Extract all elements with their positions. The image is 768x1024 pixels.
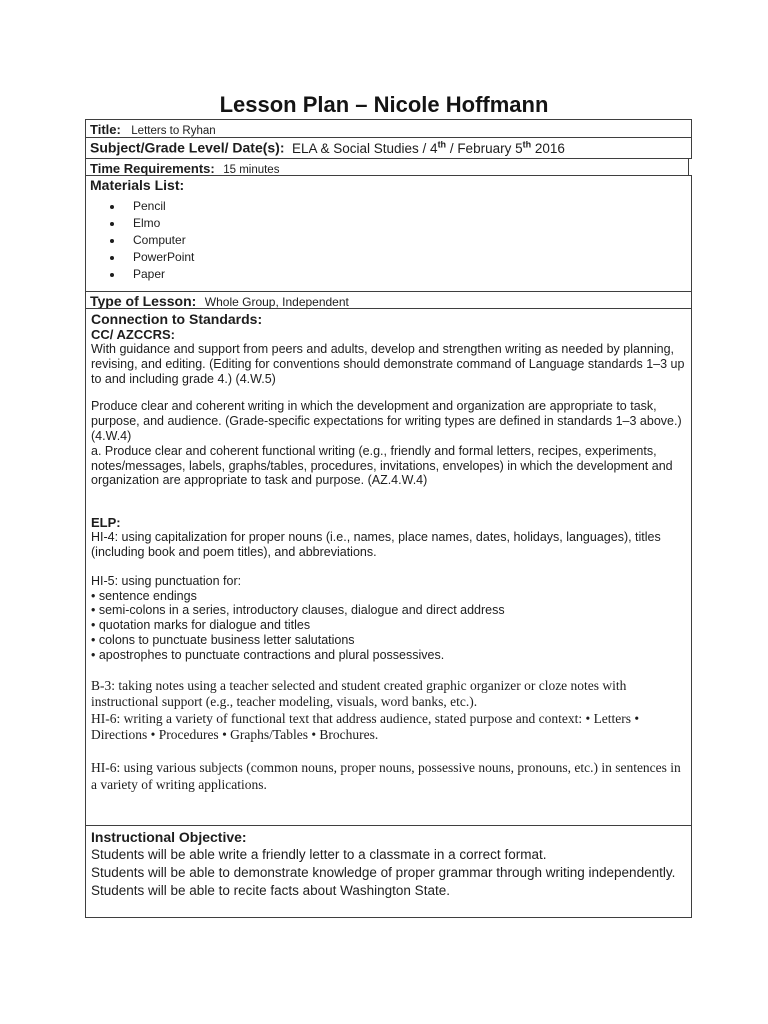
row-connection-to-standards	[85, 308, 692, 826]
subject-value-part1: ELA & Social Studies / 4	[291, 140, 438, 156]
type-value: Whole Group, Independent	[204, 295, 349, 309]
elp-hi5-item: • apostrophes to punctuate contractions and plural possessives.	[91, 647, 445, 662]
row-title	[85, 119, 692, 138]
cc-paragraph-1: With guidance and support from peers and adults, develop and strengthen writing as needed by planning, revising, and editing. (Editing for conventions should demonstrate command of Language standards 1–3 up to and including grade 4.) (4.W.5)	[91, 342, 685, 386]
standards-heading: Connection to Standards:	[91, 311, 263, 327]
type-label: Type of Lesson:	[90, 293, 197, 309]
cc-paragraph-2a: a. Produce clear and coherent functional writing (e.g., friendly and formal letters, recipes, experiments, notes/messages, labels, graphs/tables, procedures, invitations, envelopes) in which the development and organization are appropriate to task and purpose. (AZ.4.W.4)	[91, 443, 673, 488]
elp-hi5-item: • sentence endings	[91, 588, 197, 603]
subject-value-part2: / February 5	[446, 140, 523, 156]
elp-hi5-item: • colons to punctuate business letter salutations	[91, 632, 355, 647]
page-title: Lesson Plan – Nicole Hoffmann	[219, 92, 549, 117]
subject-value-part3: 2016	[531, 140, 565, 156]
elp-hi4: HI-4: using capitalization for proper nouns (i.e., names, place names, dates, holidays, languages), titles (including book and poem titles), and abbreviations.	[91, 530, 661, 559]
materials-item: • Pencil	[124, 198, 687, 215]
materials-item: • Computer	[124, 232, 687, 249]
objective-line: Students will be able write a friendly letter to a classmate in a correct format.	[91, 847, 547, 862]
cc-azccrs-heading: CC/ AZCCRS:	[91, 327, 176, 342]
objective-line: Students will be able to recite facts about Washington State.	[91, 882, 450, 898]
time-value: 15 minutes	[223, 164, 280, 176]
row-time-requirements	[85, 158, 689, 176]
subject-ordinal-1: th	[437, 139, 447, 149]
subject-value	[292, 141, 565, 156]
elp-hi6-writing: HI-6: writing a variety of functional text that address audience, stated purpose and context: • Letters • Directions • Procedures • Graphs/Tables • Brochures.	[91, 710, 640, 743]
b3-hi6-block	[91, 678, 686, 794]
subject-ordinal-2: th	[522, 139, 532, 149]
row-materials-list	[85, 175, 692, 292]
elp-heading: ELP:	[91, 515, 121, 531]
title-label: Title:	[90, 122, 121, 137]
elp-hi5-intro: HI-5: using punctuation for:	[91, 573, 242, 588]
objective-line: Students will be able to demonstrate knowledge of proper grammar through writing independently.	[91, 864, 676, 880]
materials-item: • PowerPoint	[124, 249, 687, 266]
materials-list	[90, 198, 687, 283]
elp-hi5-item: • semi-colons in a series, introductory clauses, dialogue and direct address	[91, 603, 505, 618]
elp-hi6-subjects: HI-6: using various subjects (common nouns, proper nouns, possessive nouns, pronouns, etc.) in sentences in a variety of writing applications.	[91, 759, 681, 792]
elp-hi5-block	[91, 574, 686, 663]
title-value: Letters to Ryhan	[131, 125, 216, 137]
row-subject-grade-date	[85, 137, 692, 159]
materials-item: • Elmo	[124, 215, 687, 232]
materials-item: • Paper	[124, 266, 687, 283]
row-type-of-lesson	[85, 291, 692, 309]
lesson-plan-table	[85, 120, 692, 918]
elp-b3: B-3: taking notes using a teacher selected and student created graphic organizer or cloze notes with instructional support (e.g., teacher modeling, visuals, word banks, etc.).	[91, 677, 627, 710]
subject-label: Subject/Grade Level/ Date(s):	[90, 139, 285, 156]
objective-heading: Instructional Objective:	[91, 829, 247, 845]
cc-paragraph-2: Produce clear and coherent writing in which the development and organization are appropriate to task, purpose, and audience. (Grade-specific expectations for writing types are defined in standards 1–3 above.) (4.W.4)	[91, 399, 682, 443]
time-label: Time Requirements:	[90, 161, 215, 176]
elp-hi5-item: • quotation marks for dialogue and titles	[91, 618, 311, 633]
row-instructional-objective	[85, 825, 692, 918]
materials-label: Materials List:	[90, 177, 185, 193]
